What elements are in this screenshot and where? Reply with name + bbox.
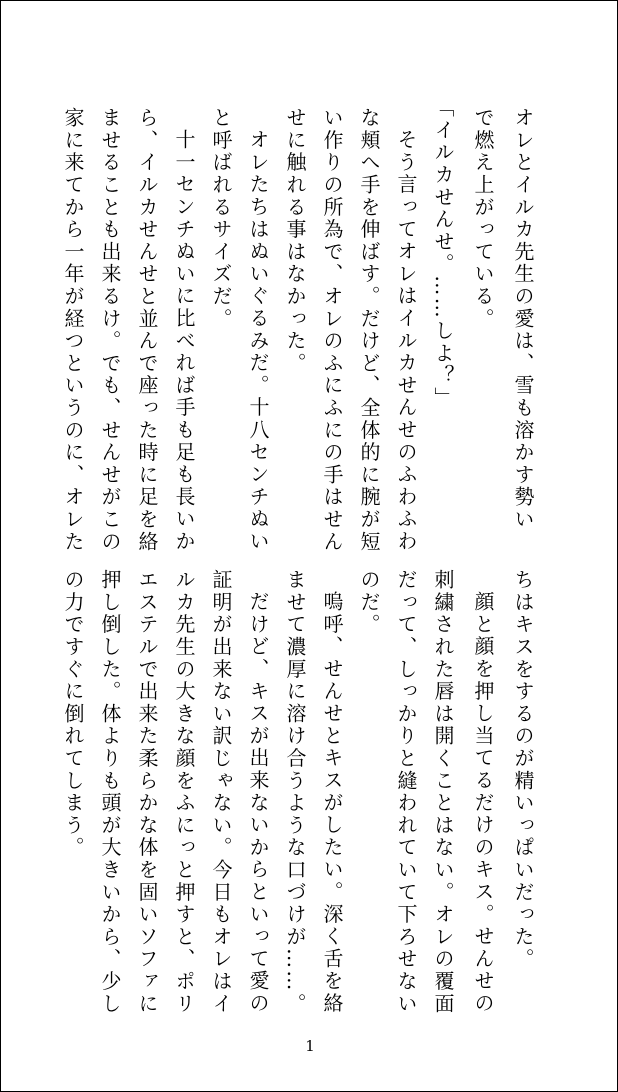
text-column: そう言ってオレはイルカせんせのふわふわ bbox=[394, 129, 418, 553]
text-column: な頬へ手を伸ばす。だけど、全体的に腕が短 bbox=[357, 107, 381, 553]
text-column: だけど、キスが出来ないからといって愛の bbox=[246, 591, 270, 1015]
text-column: せに触れる事はなかった。 bbox=[283, 107, 307, 375]
text-column: オレとイルカ先生の愛は、雪も溶かす勢い bbox=[511, 107, 535, 531]
text-column: のだ。 bbox=[357, 569, 381, 636]
text-column: の力ですぐに倒れてしまう。 bbox=[61, 569, 85, 859]
page-number: 1 bbox=[305, 1037, 315, 1055]
text-column: 証明が出来ない訳じゃない。今日もオレはイ bbox=[209, 569, 233, 1015]
text-column: い作りの所為で、オレのふにふにの手はせん bbox=[320, 107, 344, 553]
text-column: 刺繍された唇は開くことはない。オレの覆面 bbox=[431, 569, 455, 1015]
text-column: 嗚呼、せんせとキスがしたい。深く舌を絡 bbox=[320, 591, 344, 1015]
text-column: だって、しっかりと縫われていて下ろせない bbox=[394, 569, 418, 1015]
text-column: 顔と顔を押し当てるだけのキス。せんせの bbox=[471, 591, 495, 1015]
text-column: ら、イルカせんせと並んで座った時に足を絡 bbox=[135, 107, 159, 553]
text-column: 十一センチぬいに比べれば手も足も長いか bbox=[172, 129, 196, 553]
text-column: 家に来てから一年が経つというのに、オレた bbox=[61, 107, 85, 553]
text-column: ませて濃厚に溶け合うような口づけが……。 bbox=[283, 569, 307, 1015]
text-column: と呼ばれるサイズだ。 bbox=[209, 107, 233, 330]
text-column: 「イルカせんせ。……しよ？」 bbox=[431, 97, 455, 410]
text-column: ませることも出来るけ。でも、せんせがこの bbox=[98, 107, 122, 553]
text-column: エステルで出来た柔らかな体を固いソファに bbox=[135, 569, 159, 1015]
text-column: 押し倒した。体よりも頭が大きいから、少し bbox=[98, 569, 122, 1015]
text-column: オレたちはぬいぐるみだ。十八センチぬい bbox=[246, 129, 270, 553]
text-column: で燃え上がっている。 bbox=[471, 107, 495, 330]
text-column: ルカ先生の大きな顔をふにっと押すと、ポリ bbox=[172, 569, 196, 1015]
text-column: ちはキスをするのが精いっぱいだった。 bbox=[511, 569, 535, 971]
